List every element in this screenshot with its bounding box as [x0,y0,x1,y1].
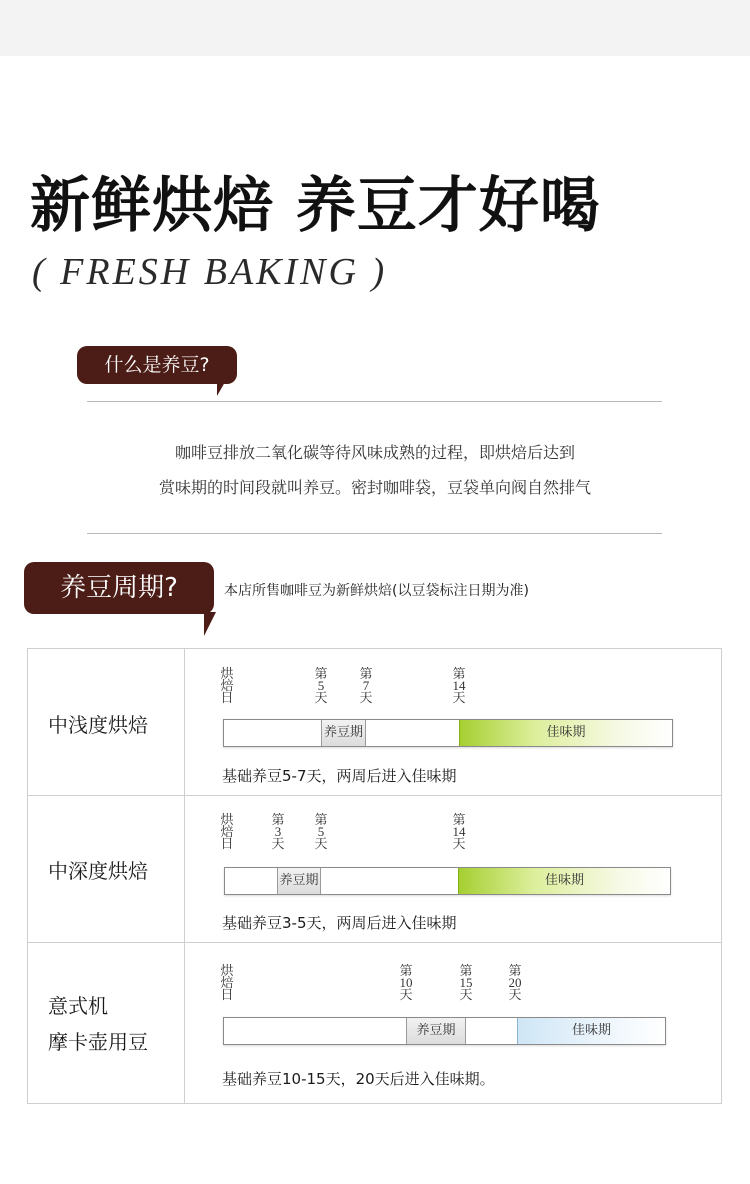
row-caption: 基础养豆3-5天，两周后进入佳味期 [222,914,457,932]
row-label [48,988,148,1060]
timeline-bar [223,719,673,747]
tick-roast-day: 烘 焙 日 [220,963,234,1002]
column-divider [184,649,185,795]
row-caption: 基础养豆5-7天，两周后进入佳味期 [222,767,457,785]
table-row-dark-roast [28,795,721,942]
tick-day-14: 第 14 天 [452,666,466,705]
page-subtitle: ( FRESH BAKING ) [32,251,388,293]
best-period-segment: 佳味期 [517,1018,665,1044]
timeline-bar [223,1017,666,1045]
tick-roast-day: 烘 焙 日 [220,812,234,851]
tick-day-7: 第 7 天 [359,666,373,705]
best-period-segment: 佳味期 [459,720,672,746]
tick-day-3: 第 3 天 [271,812,285,851]
row-label-line: 摩卡壶用豆 [48,1030,148,1054]
table-row-espresso-moka [28,942,721,1104]
best-period-segment: 佳味期 [458,868,670,894]
divider-top [87,401,662,402]
resting-period-segment: 养豆期 [406,1018,466,1044]
resting-period-segment: 养豆期 [277,868,321,894]
row-label-line: 中深度烘焙 [48,859,148,883]
resting-cycle-table [27,648,722,1104]
row-label-line: 意式机 [48,994,108,1018]
intro-line-2: 赏味期的时间段就叫养豆。密封咖啡袋，豆袋单向阀自然排气 [158,478,591,497]
what-is-resting-bubble: 什么是养豆? [77,346,237,384]
tick-day-20: 第 20 天 [508,963,522,1002]
row-label [48,707,148,743]
divider-bottom [87,533,662,534]
column-divider [184,943,185,1104]
tick-day-5: 第 5 天 [314,812,328,851]
row-label [48,853,148,889]
tick-day-15: 第 15 天 [459,963,473,1002]
column-divider [184,796,185,942]
intro-line-1: 咖啡豆排放二氧化碳等待风味成熟的过程，即烘焙后达到 [174,443,575,462]
page-title: 新鲜烘焙 养豆才好喝 [30,171,601,241]
tick-day-14: 第 14 天 [452,812,466,851]
timeline-bar [224,867,671,895]
row-label-line: 中浅度烘焙 [48,713,148,737]
tick-roast-day: 烘 焙 日 [220,666,234,705]
freshness-note: 本店所售咖啡豆为新鲜烘焙(以豆袋标注日期为准) [224,583,529,599]
top-band [0,0,750,56]
row-caption: 基础养豆10-15天，20天后进入佳味期。 [222,1070,495,1088]
tick-day-10: 第 10 天 [399,963,413,1002]
resting-period-segment: 养豆期 [321,720,366,746]
table-row-light-roast [28,649,721,795]
resting-cycle-bubble: 养豆周期? [24,562,214,614]
tick-day-5: 第 5 天 [314,666,328,705]
